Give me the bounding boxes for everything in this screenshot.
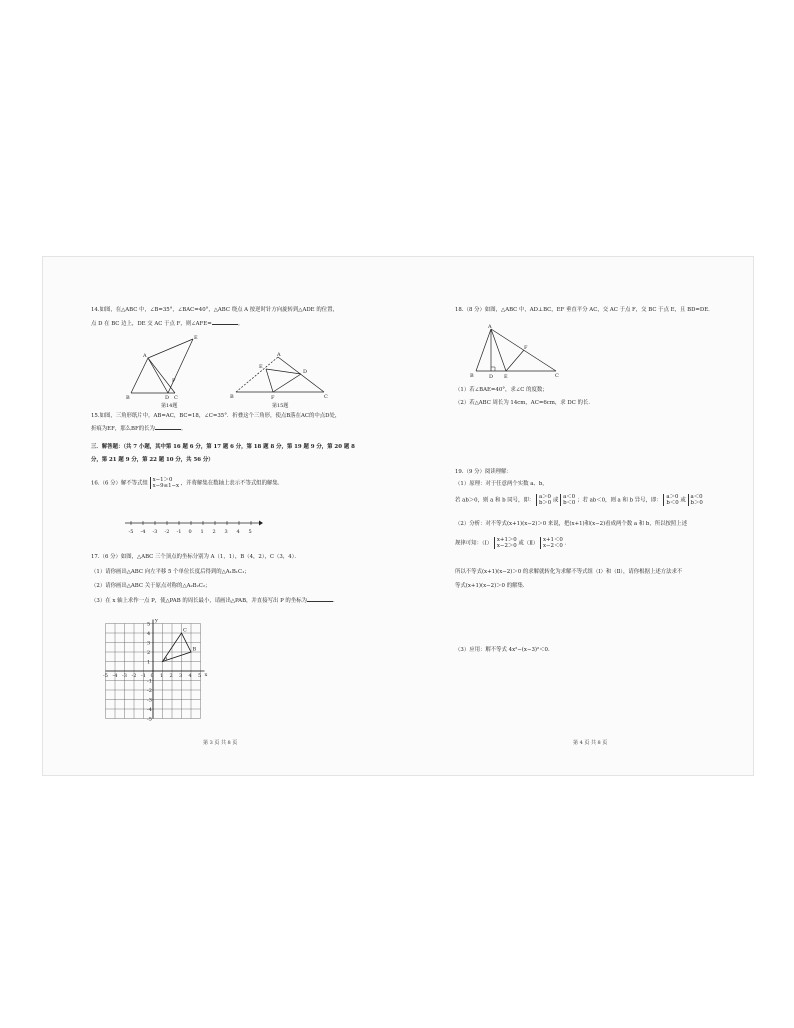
fig18-label-C: C: [555, 373, 559, 379]
grid-x-tick-label: 1: [160, 673, 164, 679]
fig14-label-B: B: [126, 395, 130, 401]
grid-y-tick-label: -3: [147, 697, 152, 704]
grid-point-label-c: C: [183, 627, 187, 634]
q18-part2: （2）若△ABC 周长为 14cm，AC=6cm，求 DC 的长．: [455, 400, 594, 406]
q19-p6: 等式(x+1)(x−2)＞0 的解集．: [455, 583, 529, 589]
q18-line1: 18.（8 分）如图，△ABC 中，AD⊥BC，EF 垂直平分 AC，交 AC 于点 F，交 BC 于点 E，且 BD=DE．: [455, 307, 714, 313]
q17-part3: （3）在 x 轴上求作一点 P，使△PAB 的周长最小，请画出△PAB，并直接写出 P 的坐标为 ．: [91, 598, 339, 604]
grid-y-axis-label: y: [155, 617, 158, 624]
fig18-label-A: A: [488, 324, 492, 330]
grid-y-tick-label: -4: [147, 707, 152, 713]
number-line-tick-label: -5: [128, 529, 134, 535]
grid-y-tick-label: 2: [147, 650, 151, 656]
number-line-tick-label: 3: [224, 529, 228, 535]
grid-y-tick-label: 5: [147, 621, 151, 628]
q15-answer-blank[interactable]: [155, 425, 181, 430]
grid-point-label-b: B: [192, 646, 197, 653]
q14-line2: 点 D 在 BC 边上，DE 交 AC 于点 F，则∠AFE= 。: [91, 321, 244, 327]
grid-x-tick-label: -4: [112, 673, 118, 679]
q14-line1: 14.如图，在△ABC 中，∠B=35°，∠BAC=40°，△ABC 绕点 A 按逆时针方向旋转到△ADE 的位置，: [91, 307, 338, 313]
grid-x-tick-label: 3: [179, 673, 183, 679]
coordinate-grid: [98, 619, 213, 729]
left-page: [43, 257, 398, 775]
q18-part1: （1）若∠BAE=40°，求∠C 的度数；: [455, 387, 548, 393]
q19-p3: （2）分析：对不等式(x+1)(x−2)＞0 来说，把(x+1)和(x−2)看成两个数 a 和 b，所以按照上述: [455, 521, 688, 527]
q17-line1: 17.（6 分）如图，△ABC 三个顶点的坐标分别为 A（1，1），B（4，2），C（3，4）．: [91, 554, 300, 560]
figure-14: [123, 335, 213, 407]
number-line-tick-label: -1: [176, 529, 182, 535]
fig14-label-E: E: [194, 335, 198, 341]
grid-lines: [106, 617, 205, 719]
grid-y-tick-label: 4: [147, 631, 151, 637]
fig14-label-D: D: [165, 395, 170, 401]
q17-part2: （2）请你画出△ABC 关于原点对称的△A₂B₂C₂；: [91, 583, 211, 589]
number-line-tick-label: -3: [152, 529, 158, 535]
fig14-label-F: F: [172, 378, 176, 384]
right-page-footer: 第 4 页 共 8 页: [573, 740, 608, 746]
q16-stem: 16.（6 分）解不等式组 x−1＞0 x−9≤1−x ，并将解集在数轴上表示不等式组的解集．: [91, 477, 284, 489]
fig15-label-A: A: [277, 352, 281, 358]
fig18-label-B: B: [470, 373, 474, 379]
scanned-exam-sheet: [42, 256, 754, 776]
q19-p1: （1）原理：对于任意两个实数 a、b，: [455, 481, 548, 487]
fig15-label-C: C: [324, 394, 328, 400]
fig15-label-E: E: [259, 364, 263, 370]
grid-y-tick-label: 3: [147, 640, 151, 647]
fig14-label-A: A: [143, 353, 147, 359]
fig18-label-F: F: [524, 345, 528, 351]
q19-p2: 若 ab＞0，则 a 和 b 同号，即： a＞0 b＞0 或 a＜0 b＜0 ；若 ab＜0，则 a 和 b 异号，即： a＞0 b＜0 或 a＜0 b＞0: [455, 494, 703, 506]
number-line-tick-label: 0: [188, 529, 192, 535]
number-line-tick-label: 1: [200, 529, 204, 535]
fig18-label-D: D: [489, 374, 494, 380]
q17-answer-blank[interactable]: [307, 597, 333, 602]
grid-x-tick-label: -3: [122, 673, 127, 679]
grid-x-tick-label: 4: [188, 673, 192, 679]
section3-line1: 三．解答题：（共 7 小题，其中第 16 题 6 分，第 17 题 6 分，第 18 题 8 分，第 19 题 9 分，第 20 题 8: [91, 444, 355, 450]
grid-y-tick-label: -2: [147, 688, 152, 694]
grid-x-tick-label: -1: [141, 673, 146, 679]
grid-tick-labels: [103, 618, 208, 723]
grid-x-tick-label: 2: [169, 673, 173, 679]
number-line-tick-label: 5: [248, 529, 252, 535]
right-page: [398, 257, 753, 775]
figure-15: [228, 352, 338, 407]
section3-line2: 分，第 21 题 9 分，第 22 题 10 分，共 56 分）: [91, 457, 214, 463]
triangle-abc: [163, 628, 197, 663]
q16-inequality-system: x−1＞0 x−9≤1−x: [150, 477, 180, 489]
fig15-label-B: B: [230, 394, 234, 400]
fig18-label-E: E: [504, 374, 508, 380]
figure-18: [468, 323, 568, 383]
number-line-tick-label: -2: [164, 529, 170, 535]
number-line: [123, 515, 263, 537]
grid-y-tick-label: 1: [147, 659, 151, 666]
q19-title: 19.（9 分）阅读理解：: [455, 469, 512, 475]
q19-p5: 所以不等式(x+1)(x−2)＞0 的求解就转化为求解不等式组（Ⅰ）和（Ⅱ），请你根据上述方法求不: [455, 569, 683, 575]
fig14-caption: 第14题: [161, 403, 178, 409]
grid-x-tick-label: 5: [198, 673, 202, 679]
grid-x-tick-label: 0: [150, 673, 154, 679]
grid-x-axis-label: x: [204, 672, 208, 678]
fig15-label-F: F: [271, 395, 275, 401]
fig15-label-D: D: [303, 369, 308, 375]
q15-line1: 15.如图，三角形纸片中，AB=AC，BC=18，∠C=35°．折叠这个三角形，使点B落在AC的中点D处，: [91, 413, 341, 419]
grid-y-tick-label: -1: [147, 678, 152, 685]
q14-answer-blank[interactable]: [212, 320, 238, 325]
q17-part1: （1）请你画出△ABC 向左平移 5 个单位长度后得到的△A₁B₁C₁；: [91, 569, 250, 575]
q15-line2: 折痕为EF，那么BF的长为 。: [91, 426, 187, 432]
grid-point-label-a: A: [164, 656, 168, 662]
number-line-tick-label: 2: [212, 529, 216, 535]
q19-p4: 规律可知：（Ⅰ） x+1＞0 x−2＞0 或（Ⅱ） x+1＜0 x−2＜0 ．: [455, 537, 570, 549]
fig14-label-C: C: [174, 395, 178, 401]
grid-x-tick-label: -5: [103, 673, 108, 679]
left-page-footer: 第 3 页 共 8 页: [203, 740, 238, 746]
number-line-tick-label: -4: [140, 529, 146, 535]
q19-p7: （3）应用：解不等式 4x²−(x−3)²＜0．: [455, 647, 554, 653]
grid-y-tick-label: -5: [147, 716, 152, 723]
grid-x-tick-label: -2: [131, 673, 137, 679]
fig15-caption: 第15题: [272, 403, 289, 409]
number-line-tick-label: 4: [236, 529, 240, 535]
